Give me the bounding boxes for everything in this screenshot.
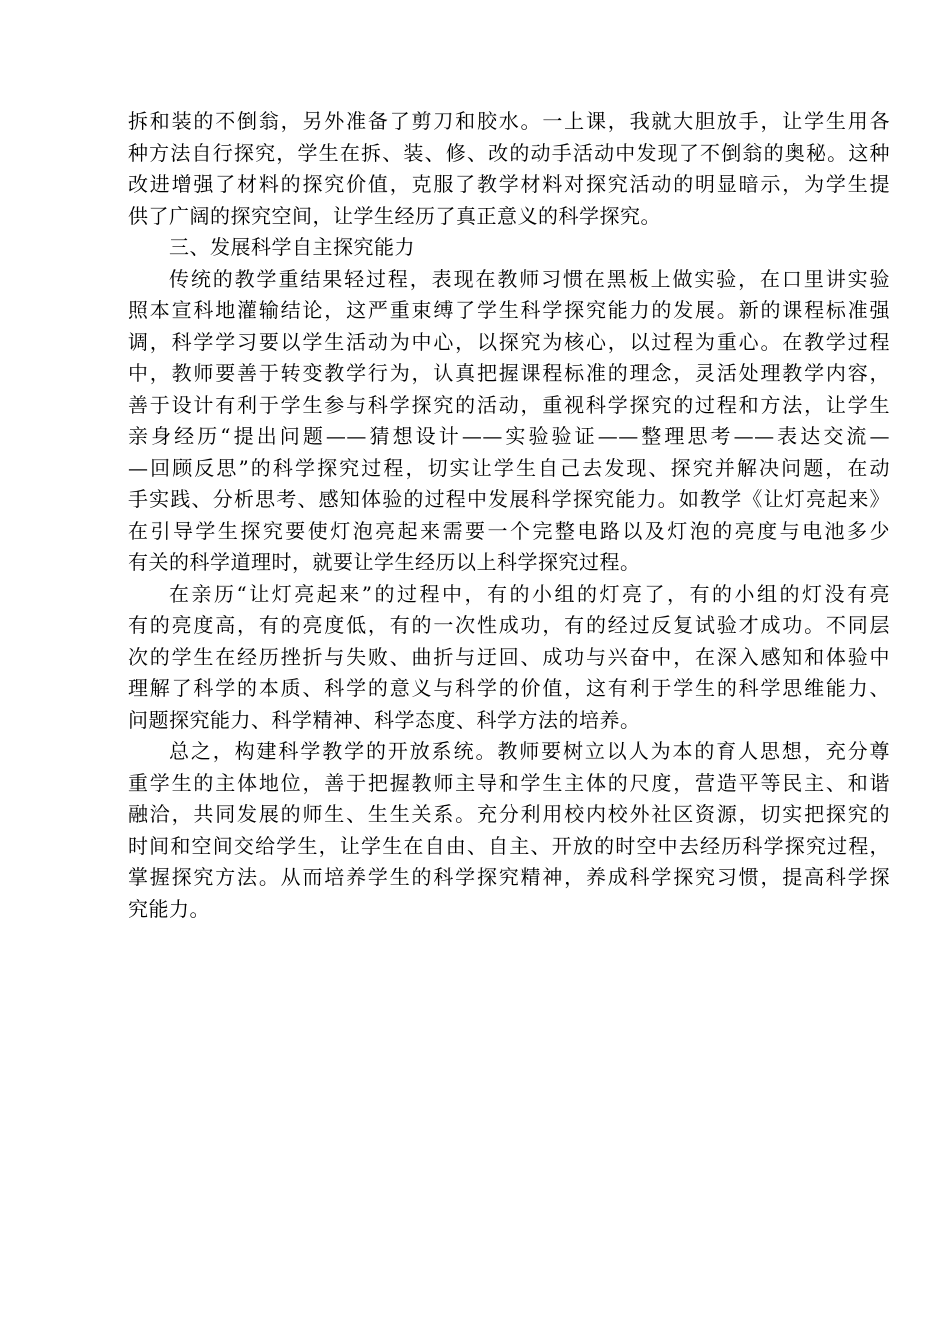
document-body-text <box>128 106 890 925</box>
paragraph-line: 手实践、分析思考、感知体验的过程中发展科学探究能力。如教学《让灯亮起来》 <box>128 487 890 511</box>
paragraph-line: 调，科学学习要以学生活动为中心，以探究为核心，以过程为重心。在教学过程 <box>128 329 890 354</box>
paragraph-line: 改进增强了材料的探究价值，克服了教学材料对探究活动的明显暗示，为学生提 <box>128 172 890 196</box>
paragraph-line: 在亲历“让灯亮起来”的过程中，有的小组的灯亮了，有的小组的灯没有亮 <box>169 581 890 606</box>
paragraph-line: 在引导学生探究要使灯泡亮起来需要一个完整电路以及灯泡的亮度与电池多少 <box>128 518 890 543</box>
paragraph-line: 照本宣科地灌输结论，这严重束缚了学生科学探究能力的发展。新的课程标准强 <box>128 298 890 322</box>
paragraph-line: 掌握探究方法。从而培养学生的科学探究精神，养成科学探究习惯，提高科学探 <box>128 865 890 889</box>
paragraph-line: 有关的科学道理时，就要让学生经历以上科学探究过程。 <box>128 550 641 574</box>
paragraph-line: 理解了科学的本质、科学的意义与科学的价值，这有利于学生的科学思维能力、 <box>128 676 890 700</box>
section-heading: 三、发展科学自主探究能力 <box>169 235 415 259</box>
paragraph-line: 次的学生在经历挫折与失败、曲折与迂回、成功与兴奋中，在深入感知和体验中 <box>128 644 890 669</box>
paragraph-line: 总之，构建科学教学的开放系统。教师要树立以人为本的育人思想，充分尊 <box>169 739 890 763</box>
paragraph-line: 融洽，共同发展的师生、生生关系。充分利用校内校外社区资源，切实把探究的 <box>128 802 890 826</box>
paragraph-line: 时间和空间交给学生，让学生在自由、自主、开放的时空中去经历科学探究过程， <box>128 833 890 858</box>
paragraph-line: 亲身经历“提出问题——猜想设计——实验验证——整理思考——表达交流— <box>128 424 890 448</box>
paragraph-line: —回顾反思”的科学探究过程，切实让学生自己去发现、探究并解决问题，在动 <box>128 455 890 480</box>
paragraph-line: 传统的教学重结果轻过程，表现在教师习惯在黑板上做实验，在口里讲实验 <box>169 266 890 291</box>
paragraph-line: 有的亮度高，有的亮度低，有的一次性成功，有的经过反复试验才成功。不同层 <box>128 613 890 637</box>
paragraph-line: 究能力。 <box>128 896 210 921</box>
paragraph-line: 种方法自行探究，学生在拆、装、修、改的动手活动中发现了不倒翁的奥秘。这种 <box>128 140 890 165</box>
paragraph-line: 中，教师要善于转变教学行为，认真把握课程标准的理念，灵活处理教学内容， <box>128 361 890 385</box>
paragraph-line: 重学生的主体地位，善于把握教师主导和学生主体的尺度，营造平等民主、和谐 <box>128 770 890 795</box>
paragraph-line: 拆和装的不倒翁，另外准备了剪刀和胶水。一上课，我就大胆放手，让学生用各 <box>128 109 890 133</box>
paragraph-line: 善于设计有利于学生参与科学探究的活动，重视科学探究的过程和方法，让学生 <box>128 392 890 417</box>
paragraph-line: 问题探究能力、科学精神、科学态度、科学方法的培养。 <box>128 707 641 732</box>
paragraph-line: 供了广阔的探究空间，让学生经历了真正意义的科学探究。 <box>128 203 661 228</box>
